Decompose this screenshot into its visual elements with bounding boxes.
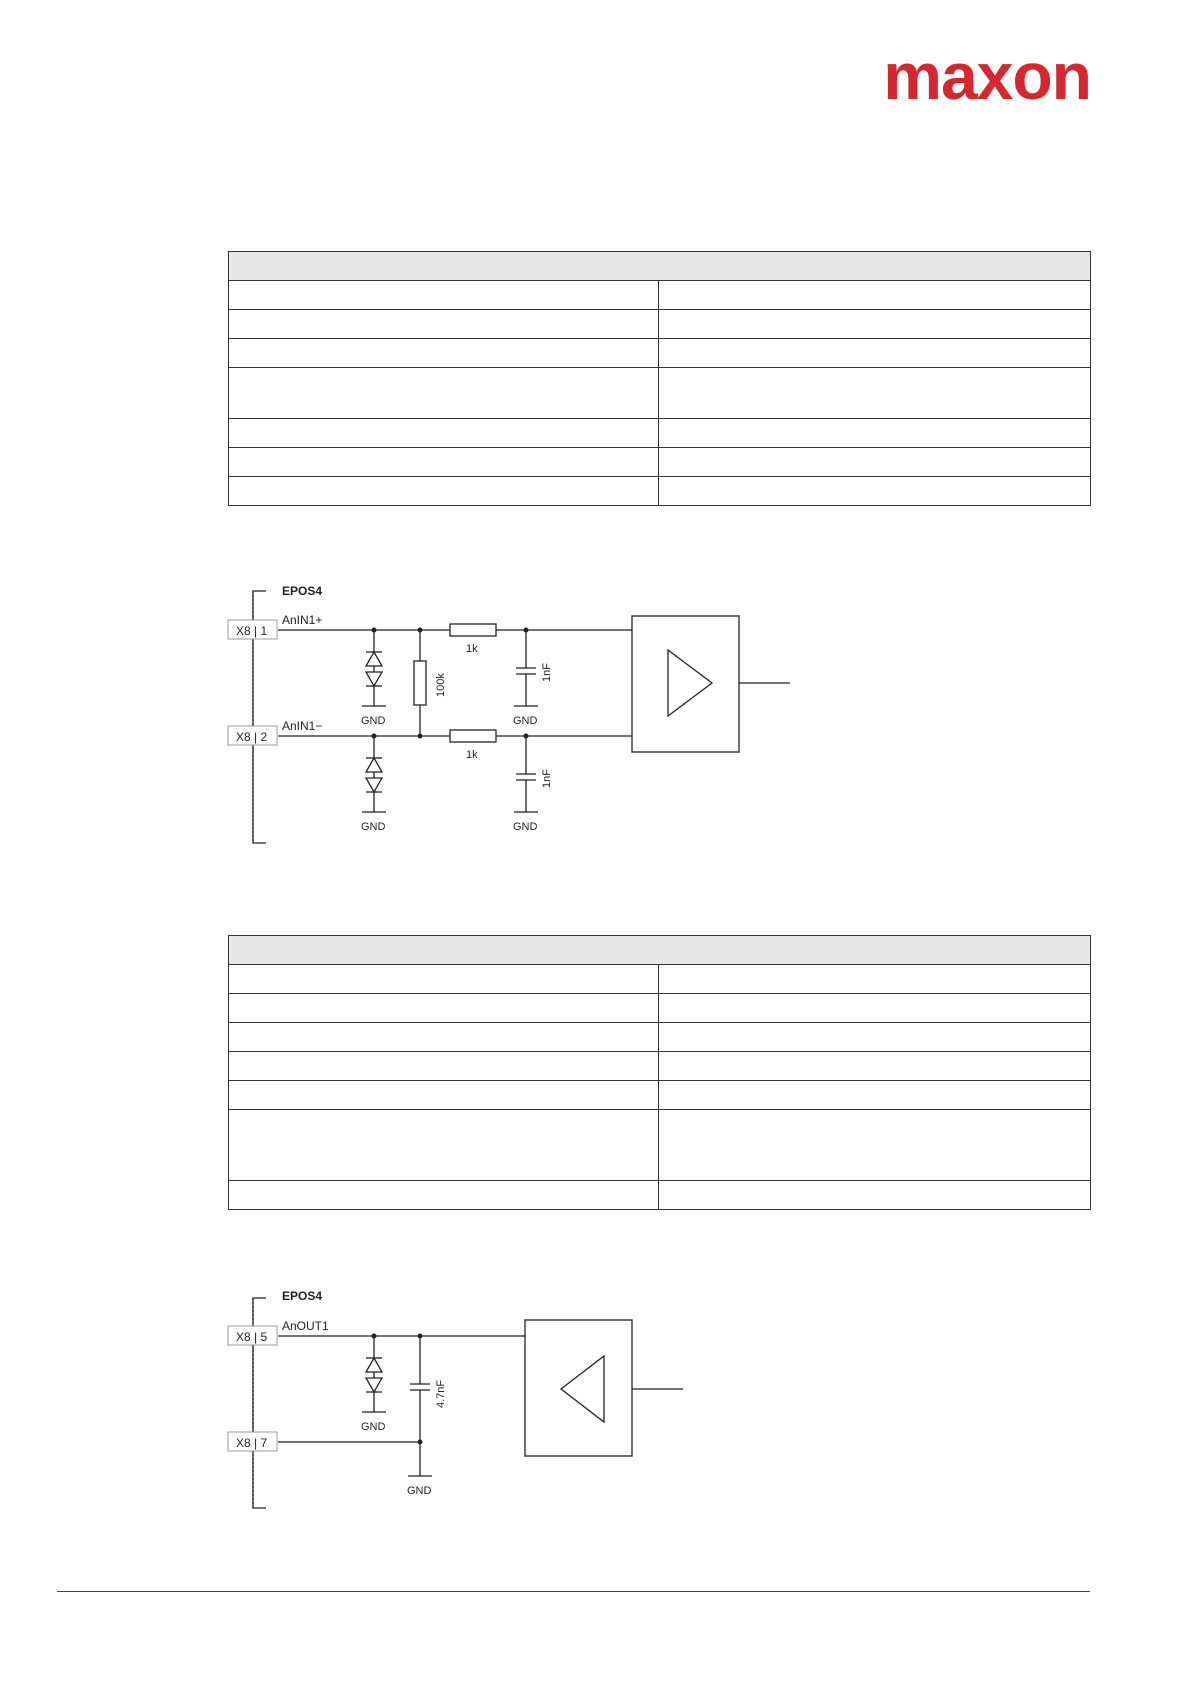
- epos4-title: EPOS4: [282, 584, 323, 598]
- signal-label-anout1: AnOUT1: [282, 1319, 329, 1333]
- signal-label-anin1-plus: AnIN1+: [282, 613, 323, 627]
- epos4-title: EPOS4: [282, 1289, 323, 1303]
- gnd-label: GND: [513, 715, 538, 727]
- gnd-label: GND: [407, 1485, 432, 1497]
- resistor-label-1k-bottom: 1k: [466, 749, 478, 761]
- maxon-logo: maxon: [883, 39, 1091, 113]
- gnd-label: GND: [513, 821, 538, 833]
- capacitor-label-4-7nf: 4.7nF: [435, 1379, 447, 1408]
- gnd-label: GND: [361, 821, 386, 833]
- footer-divider: [57, 1591, 1090, 1592]
- pin-label-x8-5: X8 | 5: [236, 1330, 268, 1344]
- pin-label-x8-2: X8 | 2: [236, 730, 268, 744]
- resistor-label-100k: 100k: [435, 673, 447, 697]
- pin-label-x8-7: X8 | 7: [236, 1436, 268, 1450]
- gnd-label: GND: [361, 715, 386, 727]
- pin-label-x8-1: X8 | 1: [236, 624, 268, 638]
- signal-label-anin1-minus: AnIN1−: [282, 719, 323, 733]
- resistor-label-1k-top: 1k: [466, 643, 478, 655]
- capacitor-label-1nf-bottom: 1nF: [541, 769, 553, 788]
- gnd-label: GND: [361, 1421, 386, 1433]
- capacitor-label-1nf-top: 1nF: [541, 663, 553, 682]
